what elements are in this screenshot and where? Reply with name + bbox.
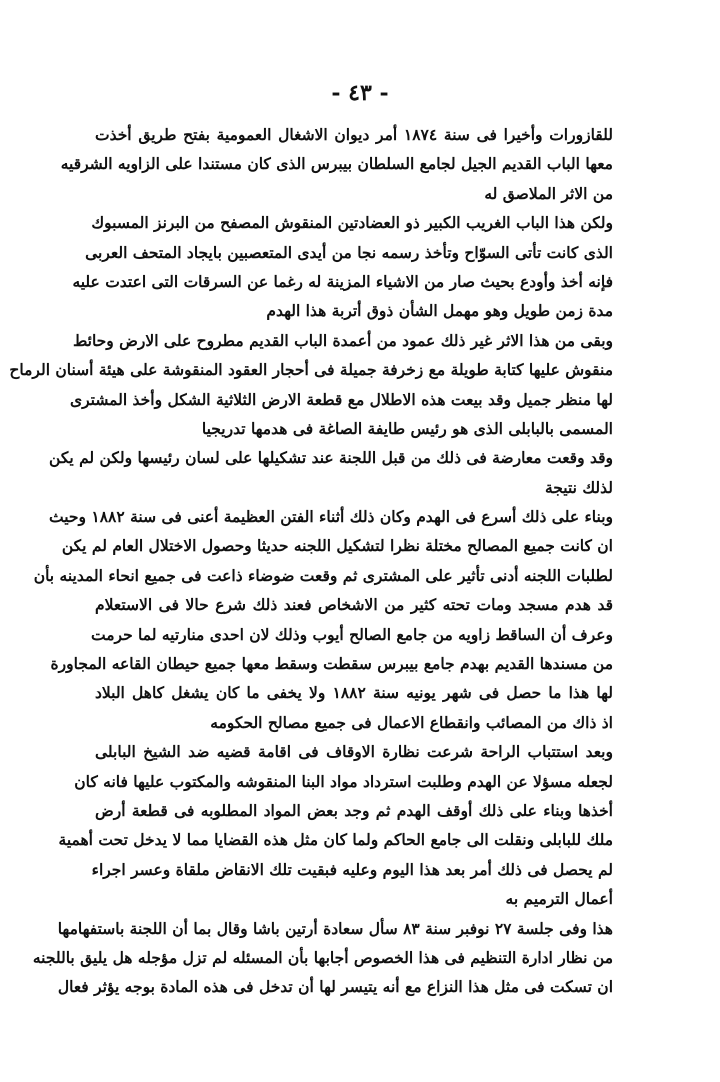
paragraph (32, 914, 613, 1002)
text-line: المسمى بالبابلى الذى هو رئيس طايفة الصاغة فى هدمها تدريجيا (201, 418, 613, 438)
text-line: ملك للبابلى ونقلت الى جامع الحاكم ولما كان مثل هذه القضايا مما لا يدخل تحت أهمية (58, 830, 613, 850)
body-text (9, 120, 613, 1002)
text-line: ولكن هذا الباب الغريب الكبير ذو العضادتين المنقوش المصفح من البرنز المسبوك (91, 213, 613, 233)
text-line: ان كانت جميع المصالح مختلة نظرا لتشكيل اللجنه حديثا وحصول الاختلال العام لم يكن (61, 536, 613, 556)
text-line: أعمال الترميم به (505, 889, 613, 909)
text-line: لها هذا ما حصل فى شهر يونيه سنة ١٨٨٢ ولا يخفى ما كان يشغل كاهل البلاد (95, 683, 613, 703)
text-line: معها الباب القديم الجيل لجامع السلطان بيبرس الذى كان مستندا على الزاويه الشرقيه (60, 154, 613, 174)
paragraph (58, 737, 613, 913)
text-line: لطلبات اللجنه أدنى تأثير على المشترى ثم وقعت ضوضاء ذاعت فى جميع انحاء المدينه بأن (33, 565, 613, 585)
text-line: مدة زمن طويل وهو مهمل الشأن ذوق أتربة هذا الهدم (266, 301, 613, 321)
paragraph (72, 208, 613, 326)
text-line: من الاثر الملاصق له (484, 183, 613, 203)
text-line: الذى كانت تأتى السوّاح وتأخذ رسمه نجا من أيدى المتعصبين بايجاد المتحف العربى (85, 242, 613, 262)
text-line: اذ ذاك من المصائب وانقطاع الاعمال فى جميع مصالح الحكومه (210, 712, 613, 732)
text-line: من مسندها القديم بهدم جامع بيبرس سقطت وسقط معها جميع حيطان القاعه المجاورة (50, 654, 613, 674)
text-line: أخذها وبناء على ذلك أوقف الهدم ثم وجد بعض المواد المطلوبه فى قطعة أرض (95, 800, 613, 820)
text-line: منقوش عليها كتابة طويلة مع زخرفة جميلة فى أحجار العقود المنقوشة على هيئة أسنان الرماح (9, 360, 613, 380)
paragraph (60, 120, 613, 208)
text-line: لم يحصل فى ذلك أمر بعد هذا اليوم وعليه فبقيت تلك الانقاض ملقاة وعسر اجراء (91, 859, 613, 879)
paragraph (33, 502, 613, 737)
text-line: ان تسكت فى مثل هذا النزاع مع أنه يتيسر لها أن تدخل فى هذه المادة بوجه يؤثر فعال (57, 977, 613, 997)
paragraph (49, 443, 613, 502)
text-line: وبناء على ذلك أسرع فى الهدم وكان ذلك أثناء الفتن العظيمة أعنى فى سنة ١٨٨٢ وحيث (49, 507, 613, 527)
text-line: فإنه أخذ وأودع بحيث صار من الاشياء المزينة له رغما عن السرقات التى اعتدت عليه (72, 271, 613, 291)
text-line: وقد وقعت معارضة فى ذلك من قبل اللجنة عند تشكيلها على لسان رئيسها ولكن لم يكن (49, 448, 613, 468)
text-line: قد هدم مسجد ومات تحته كثير من الاشخاص فعند ذلك شرع حالا فى الاستعلام (95, 595, 613, 615)
text-line: لذلك نتيجة (544, 477, 613, 497)
text-line: للقازورات وأخيرا فى سنة ١٨٧٤ أمر ديوان الاشغال العمومية بفتح طريق أخذت (95, 125, 613, 144)
text-line: لها منظر جميل وقد بيعت هذه الاطلال مع قطعة الارض الثلاثية الشكل وأخذ المشترى (69, 389, 613, 409)
text-line: من نظار ادارة التنظيم فى هذا الخصوص أجابها بأن المسئله لم تزل مؤجله هل يليق باللجنه (32, 947, 613, 967)
text-line: لجعله مسؤلا عن الهدم وطلبت استرداد مواد البنا المنقوشه والمكتوب عليها فانه كان (74, 771, 613, 791)
text-line: هذا وفى جلسة ٢٧ نوفبر سنة ٨٣ سأل سعادة أرتين باشا وقال بما أن اللجنة باستفهامها (57, 918, 613, 938)
text-line: وبقى من هذا الاثر غير ذلك عمود من أعمدة الباب القديم مطروح على الارض وحائط (72, 330, 613, 350)
paragraph (9, 326, 613, 444)
text-line: وعرف أن الساقط زاويه من جامع الصالح أيوب وذلك لان احدى منارتيه لما حرمت (91, 624, 613, 644)
text-line: وبعد استتباب الراحة شرعت نظارة الاوقاف فى اقامة قضيه ضد الشيخ البابلى (95, 742, 613, 762)
page-number: - ٤٣ - (331, 80, 389, 106)
